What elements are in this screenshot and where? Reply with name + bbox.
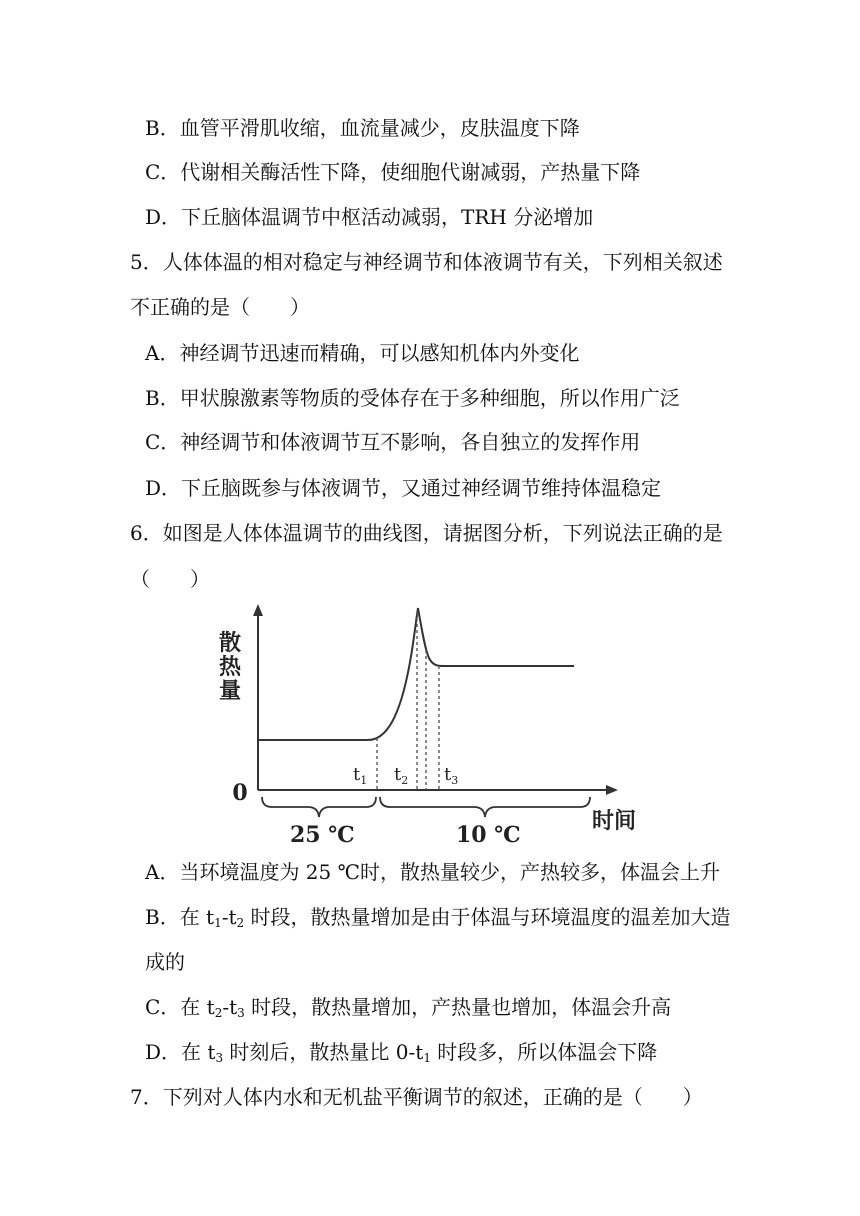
q6-stem-line1: 6．如图是人体体温调节的曲线图，请据图分析，下列说法正确的是 <box>130 521 723 545</box>
y-axis-label-char-2: 热 <box>218 654 242 680</box>
q7-stem: 7．下列对人体内水和无机盐平衡调节的叙述，正确的是（ ） <box>130 1085 703 1109</box>
q6-option-b-line2: 成的 <box>145 950 185 974</box>
q5-option-c: C．神经调节和体液调节互不影响，各自独立的发挥作用 <box>145 430 641 454</box>
brace-label-10c: 10 ℃ <box>456 822 521 848</box>
x-axis-arrow <box>606 785 618 795</box>
q5-stem-line1: 5．人体体温的相对稳定与神经调节和体液调节有关，下列相关叙述 <box>130 250 723 274</box>
y-axis-label-char-3: 量 <box>218 678 242 704</box>
q6-option-d: D．在 $t_3$ 时刻后，散热量比 $0-t_1$ 时段多，所以体温会下降 <box>145 1040 658 1065</box>
q6-stem-line2: （ ） <box>130 567 210 591</box>
q6-option-c: C．在 $t_2-t_3$ 时段，散热量增加，产热量也增加，体温会升高 <box>145 995 672 1020</box>
q6-option-a: A．当环境温度为 25 ℃时，散热量较少，产热较多，体温会上升 <box>145 860 720 884</box>
q5-stem-line2: 不正确的是（ ） <box>130 295 310 319</box>
q6-option-b: B．在 $t_1-t_2$ 时段，散热量增加是由于体温与环境温度的温差加大造 <box>145 905 731 930</box>
q5-option-b: B．甲状腺激素等物质的受体存在于多种细胞，所以作用广泛 <box>145 386 680 410</box>
q5-option-a: A．神经调节迅速而精确，可以感知机体内外变化 <box>145 341 580 365</box>
t2-label: $t_2$ <box>394 764 409 787</box>
x-axis-label: 时间 <box>592 808 637 834</box>
t3-label: $t_3$ <box>444 764 459 787</box>
q5-option-d: D．下丘脑既参与体液调节，又通过神经调节维持体温稳定 <box>145 476 662 500</box>
heat-dissipation-chart <box>218 600 648 850</box>
heat-dissipation-curve <box>258 608 574 740</box>
brace-label-25c: 25 ℃ <box>290 822 355 848</box>
q4-option-b: B．血管平滑肌收缩，血流量减少，皮肤温度下降 <box>145 116 580 140</box>
q4-option-d: D．下丘脑体温调节中枢活动减弱，TRH 分泌增加 <box>145 205 594 229</box>
y-axis-label-char-1: 散 <box>218 630 242 656</box>
brace-10c <box>380 797 590 817</box>
y-axis-arrow <box>253 604 263 616</box>
t1-label: $t_1$ <box>353 764 368 787</box>
brace-25c <box>262 797 376 817</box>
origin-label: 0 <box>232 780 248 806</box>
q4-option-c: C．代谢相关酶活性下降，使细胞代谢减弱，产热量下降 <box>145 160 641 184</box>
